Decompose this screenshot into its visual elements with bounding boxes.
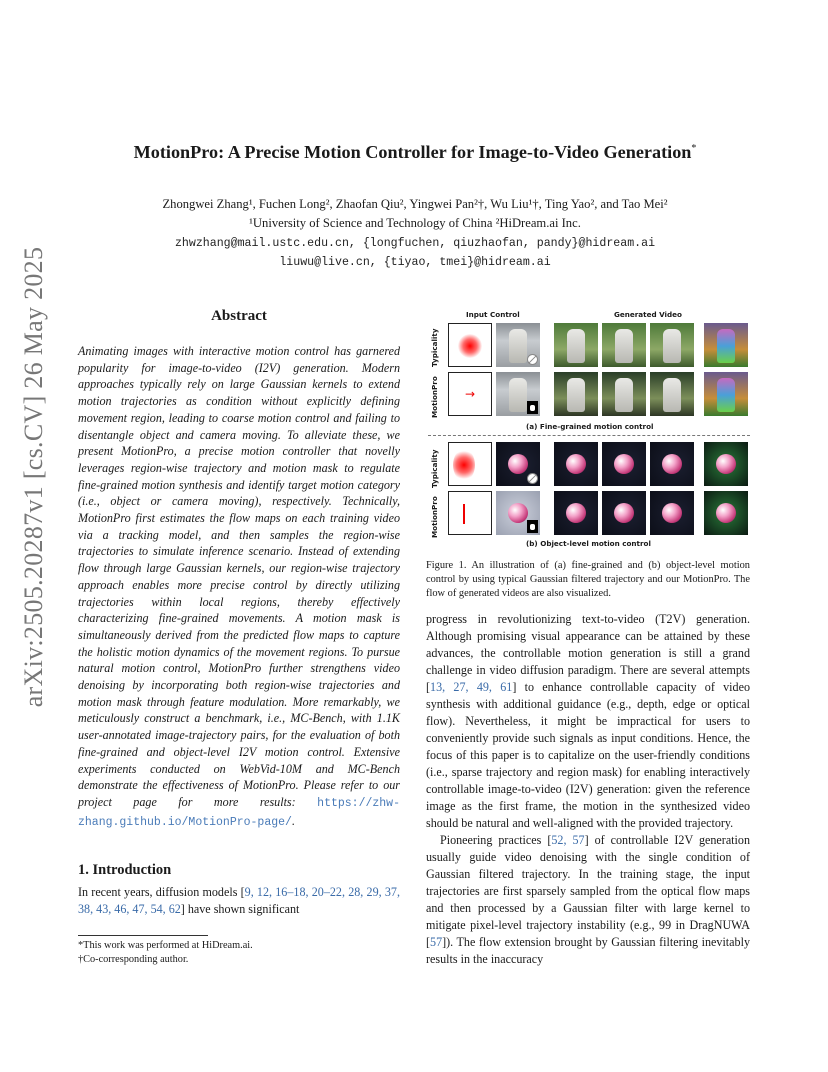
arrow-right-icon: → (465, 387, 476, 401)
generated-frame (554, 442, 598, 486)
footnote-rule (78, 935, 208, 936)
footnote-1: *This work was performed at HiDream.ai. (78, 940, 253, 951)
paper-title: MotionPro: A Precise Motion Controller for Image-to-Video Generation* (133, 142, 697, 162)
row-label-motionpro-b: MotionPro (430, 496, 439, 538)
arxiv-identifier: arXiv:2505.20287v1 [cs.CV] 26 May 2025 (19, 246, 48, 708)
generated-frame (554, 491, 598, 535)
right-column-text (426, 611, 750, 968)
generated-frame (602, 323, 646, 367)
generated-frame (602, 491, 646, 535)
generated-frame (554, 323, 598, 367)
motion-mask-icon (527, 520, 538, 533)
intro-paragraph: In recent years, diffusion models [9, 12, 16–18, 20–22, 28, 29, 37, 38, 43, 46, 47, 54, 62] have shown significant (78, 885, 400, 916)
generated-frame (650, 372, 694, 416)
subfigure-divider (428, 435, 750, 436)
row-label-typicality-b: Typicality (430, 449, 439, 488)
flow-visualization (704, 442, 748, 486)
citation-link[interactable]: 13, 27, 49, 61 (430, 680, 513, 694)
generated-video-label: Generated Video (614, 310, 682, 319)
reference-image (496, 442, 540, 486)
generated-frame (554, 372, 598, 416)
gaussian-control-map (448, 323, 492, 367)
generated-frame (602, 372, 646, 416)
generated-frame (650, 323, 694, 367)
affiliations: ¹University of Science and Technology of China ²HiDream.ai Inc. (249, 216, 581, 230)
citation-link[interactable]: 9, 12, 16–18, 20–22, 28, 29, 37, 38, 43, 46, 47, 54, 62 (78, 885, 400, 916)
input-control-label: Input Control (466, 310, 520, 319)
generated-frame (650, 491, 694, 535)
reference-image (496, 323, 540, 367)
email-line-2: liuwu@live.cn, {tiyao, tmei}@hidream.ai (279, 256, 551, 269)
reference-image (496, 491, 540, 535)
subfigure-a-label: (a) Fine-grained motion control (526, 422, 654, 431)
generated-frame (602, 442, 646, 486)
no-mask-icon (527, 473, 538, 484)
abstract-body: Animating images with interactive motion control has garnered popularity for image-to-video (I2V) generation. Modern approaches typically rely on large Gaussian kernels to extend motion trajectories as condition without explicitly defining movement region, leading to coarse motion control and failing to disentangle object and camera moving. To alleviate these, we present MotionPro, a precise motion controller that novelly leverages region-wise trajectory and motion mask to regulate fine-grained motion synthesis and identify target motion category (i.e., object or camera moving), respectively. Technically, MotionPro first estimates the flow maps on each training video via a tracking model, and then samples the region-wise trajectories to simulate inference scenario. Instead of extending flow through large Gaussian kernels, our region-wise trajectory approach enables more precise control by directly utilizing trajectories within local regions, thereby effectively characterizing fine-grained movements. A motion mask is simultaneously derived from the predicted flow maps to capture the holistic motion dynamics of the movement regions. To pursue natural motion control, MotionPro further strengthens video denoising by incorporating both region-wise trajectories and motion mask through feature modulation. More remarkably, we meticulously construct a benchmark, i.e., MC-Bench, with 1.1K user-annotated image-trajectory pairs, for the evaluation of both fine-grained and object-level I2V motion control. Extensive experiments conducted on WebVid-10M and MC-Bench demonstrate the effectiveness of MotionPro. Please refer to our project page for more results: https://zhw-zhang.github.io/MotionPro-page/. (78, 344, 400, 829)
trajectory-control-map (448, 372, 492, 416)
section-heading-introduction: 1. Introduction (78, 862, 172, 878)
project-page-link[interactable]: https://zhw-zhang.github.io/MotionPro-page/ (78, 796, 400, 829)
flow-visualization (704, 491, 748, 535)
flow-visualization (704, 323, 748, 367)
generated-frame (650, 442, 694, 486)
author-list: Zhongwei Zhang¹, Fuchen Long², Zhaofan Qiu², Yingwei Pan²†, Wu Liu¹†, Ting Yao², and Tao Mei² (162, 197, 668, 211)
paragraph: Pioneering practices [52, 57] of controllable I2V generation usually guide video denoising with the single condition of Gaussian filtered trajectory. In the training stage, the input trajectories are first sparsely sampled from the optical flow maps and then processed by a Gaussian filter with large kernel to mitigate pixel-level trajectory instability (e.g., 99 in DragNUWA [57]). The flow extension brought by Gaussian filtering inevitably results in the inaccuracy (426, 833, 750, 966)
row-label-typicality-a: Typicality (430, 328, 439, 367)
trajectory-control-map (448, 491, 492, 535)
reference-image (496, 372, 540, 416)
figure-caption: Figure 1. An illustration of (a) fine-grained and (b) object-level motion control by using typical Gaussian filtered trajectory and our MotionPro. The flow of generated videos are also visualized. (426, 560, 750, 599)
abstract-heading: Abstract (211, 308, 267, 324)
email-line-1: zhwzhang@mail.ustc.edu.cn, {longfuchen, qiuzhaofan, pandy}@hidream.ai (174, 237, 656, 250)
citation-link[interactable]: 57 (430, 935, 443, 949)
gaussian-control-map (448, 442, 492, 486)
citation-link[interactable]: 52, 57 (551, 833, 585, 847)
motion-mask-icon (527, 401, 538, 414)
subfigure-b-label: (b) Object-level motion control (526, 539, 651, 548)
paragraph: progress in revolutionizing text-to-video (T2V) generation. Although promising visual appearance can be attained by these advances, the controllable motion generation is still a grand challenge in video diffusion paradigm. There are several attempts [13, 27, 49, 61] to enhance controllable capacity of video synthesis with additional guidance (e.g., depth, edge or optical flow). Nevertheless, it might be impractical for users to conveniently provide such signals as input conditions. Hence, the focus of this paper is to capitalize on the user-friendly conditions (i.e., sparse trajectory and region mask) for enabling interactively controllable image-to-video (I2V) generation: given the reference image as the first frame, the motion in the synthesized video should be natural and well-aligned with the provided trajectory. (426, 612, 750, 830)
figure-1 (426, 310, 750, 550)
row-label-motionpro-a: MotionPro (430, 376, 439, 418)
flow-visualization (704, 372, 748, 416)
no-mask-icon (527, 354, 538, 365)
footnote-2: †Co-corresponding author. (78, 954, 189, 965)
trajectory-line (463, 504, 465, 524)
